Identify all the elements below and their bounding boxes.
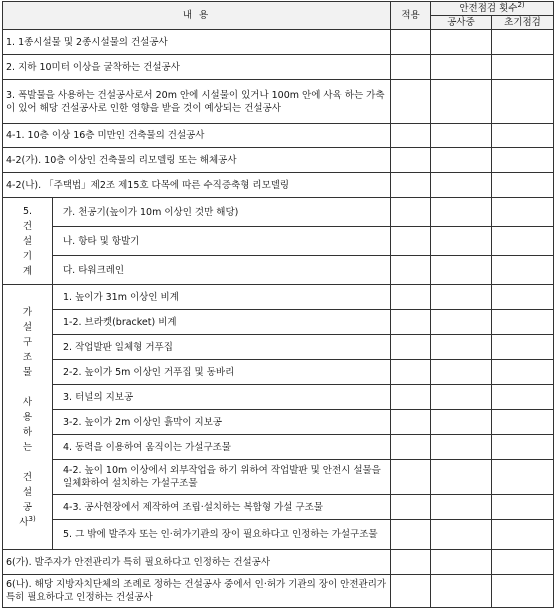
temp-label-char: 용 bbox=[22, 411, 33, 423]
header-during-work: 공사중 bbox=[431, 16, 492, 30]
table-row bbox=[3, 550, 554, 575]
during-work-cell[interactable] bbox=[431, 173, 492, 198]
temp-label-char: 구 bbox=[22, 336, 33, 348]
during-work-cell[interactable] bbox=[431, 285, 492, 310]
row-4-2b-content: 4-2(나). 「주택법」제2조 제15호 다목에 따른 수직증축형 리모델링 bbox=[3, 173, 391, 198]
machines-group-label bbox=[3, 198, 53, 285]
during-work-cell[interactable] bbox=[431, 124, 492, 148]
label-spacer bbox=[3, 455, 52, 470]
temp-structure-item: 3. 터널의 지보공 bbox=[53, 385, 391, 410]
header-applicable: 적용 bbox=[391, 2, 431, 30]
applicable-cell[interactable] bbox=[391, 360, 431, 385]
applicable-cell[interactable] bbox=[391, 80, 431, 124]
machines-label-char: 5. bbox=[22, 205, 33, 217]
during-work-cell[interactable] bbox=[431, 198, 492, 227]
machines-label-char: 계 bbox=[22, 265, 33, 277]
temp-label-char: 물 bbox=[22, 366, 33, 378]
temp-structure-item: 5. 그 밖에 발주자 또는 인·허가기관의 장이 필요하다고 인정하는 가설구조물 bbox=[53, 520, 391, 550]
machines-label-char: 설 bbox=[22, 235, 33, 247]
temp-structure-item: 3-2. 높이가 2m 이상인 흙막이 지보공 bbox=[53, 410, 391, 435]
temp-label-char: 조 bbox=[22, 351, 33, 363]
header-inspection-group bbox=[431, 2, 554, 16]
applicable-cell[interactable] bbox=[391, 495, 431, 520]
initial-inspection-cell[interactable] bbox=[492, 410, 554, 435]
during-work-cell[interactable] bbox=[431, 310, 492, 335]
applicable-cell[interactable] bbox=[391, 173, 431, 198]
initial-inspection-cell[interactable] bbox=[492, 520, 554, 550]
temp-structure-item: 2. 작업발판 일체형 거푸집 bbox=[53, 335, 391, 360]
initial-inspection-cell[interactable] bbox=[492, 360, 554, 385]
table-row bbox=[3, 30, 554, 55]
during-work-cell[interactable] bbox=[431, 227, 492, 256]
table-row bbox=[3, 520, 554, 550]
temp-structure-item: 4. 동력을 이용하여 움직이는 가설구조물 bbox=[53, 435, 391, 460]
initial-inspection-cell[interactable] bbox=[492, 385, 554, 410]
during-work-cell[interactable] bbox=[431, 495, 492, 520]
applicable-cell[interactable] bbox=[391, 460, 431, 495]
applicable-cell[interactable] bbox=[391, 575, 431, 608]
table-row bbox=[3, 256, 554, 285]
safety-inspection-table bbox=[2, 1, 554, 608]
initial-inspection-cell[interactable] bbox=[492, 124, 554, 148]
temp-label-char: 가 bbox=[22, 306, 33, 318]
applicable-cell[interactable] bbox=[391, 520, 431, 550]
temp-label-char: 설 bbox=[22, 321, 33, 333]
initial-inspection-cell[interactable] bbox=[492, 55, 554, 80]
row-3-content: 3. 폭발물을 사용하는 건설공사로서 20m 안에 시설물이 있거나 100m 안에 사육 하는 가축이 있어 해당 건설공사로 인한 영향을 받을 것이 예상되는 건설공사 bbox=[3, 80, 391, 124]
during-work-cell[interactable] bbox=[431, 80, 492, 124]
temp-label-char-last bbox=[3, 515, 52, 530]
table-row bbox=[3, 285, 554, 310]
during-work-cell[interactable] bbox=[431, 520, 492, 550]
temp-label-char: 사 bbox=[22, 396, 33, 408]
table-row bbox=[3, 55, 554, 80]
applicable-cell[interactable] bbox=[391, 310, 431, 335]
initial-inspection-cell[interactable] bbox=[492, 30, 554, 55]
table-row bbox=[3, 410, 554, 435]
table-row bbox=[3, 148, 554, 173]
machines-label-char: 건 bbox=[22, 220, 33, 232]
applicable-cell[interactable] bbox=[391, 227, 431, 256]
temp-structure-item: 1-2. 브라켓(bracket) 비계 bbox=[53, 310, 391, 335]
row-6a-content: 6(가). 발주자가 안전관리가 특히 필요하다고 인정하는 건설공사 bbox=[3, 550, 391, 575]
during-work-cell[interactable] bbox=[431, 30, 492, 55]
initial-inspection-cell[interactable] bbox=[492, 335, 554, 360]
temp-label-char: 하 bbox=[22, 426, 33, 438]
label-spacer bbox=[3, 380, 52, 395]
initial-inspection-cell[interactable] bbox=[492, 256, 554, 285]
machine-item: 나. 항타 및 항발기 bbox=[53, 227, 391, 256]
during-work-cell[interactable] bbox=[431, 410, 492, 435]
initial-inspection-cell[interactable] bbox=[492, 575, 554, 608]
during-work-cell[interactable] bbox=[431, 256, 492, 285]
during-work-cell[interactable] bbox=[431, 385, 492, 410]
table-row bbox=[3, 435, 554, 460]
table-row bbox=[3, 460, 554, 495]
machines-label-char: 기 bbox=[22, 250, 33, 262]
initial-inspection-cell[interactable] bbox=[492, 148, 554, 173]
table-row bbox=[3, 360, 554, 385]
initial-inspection-cell[interactable] bbox=[492, 285, 554, 310]
initial-inspection-cell[interactable] bbox=[492, 435, 554, 460]
temp-label-char: 설 bbox=[22, 486, 33, 498]
during-work-cell[interactable] bbox=[431, 148, 492, 173]
applicable-cell[interactable] bbox=[391, 198, 431, 227]
machine-item: 다. 타워크레인 bbox=[53, 256, 391, 285]
temp-label-last: 사 bbox=[19, 516, 29, 528]
applicable-cell[interactable] bbox=[391, 30, 431, 55]
applicable-cell[interactable] bbox=[391, 148, 431, 173]
table-row bbox=[3, 198, 554, 227]
temp-label-char: 는 bbox=[22, 441, 33, 453]
temp-structure-item: 4-2. 높이 10m 이상에서 외부작업을 하기 위하여 작업발판 및 안전시 설물을 일체화하여 설치하는 가설구조물 bbox=[53, 460, 391, 495]
temp-structure-item: 1. 높이가 31m 이상인 비계 bbox=[53, 285, 391, 310]
footnote-3: 3) bbox=[28, 514, 36, 523]
initial-inspection-cell[interactable] bbox=[492, 460, 554, 495]
table-row bbox=[3, 575, 554, 608]
machine-item: 가. 천공기(높이가 10m 이상인 것만 해당) bbox=[53, 198, 391, 227]
applicable-cell[interactable] bbox=[391, 55, 431, 80]
applicable-cell[interactable] bbox=[391, 285, 431, 310]
initial-inspection-cell[interactable] bbox=[492, 310, 554, 335]
temp-label-char: 공 bbox=[22, 501, 33, 513]
table-row bbox=[3, 310, 554, 335]
temp-structures-group-label bbox=[3, 285, 53, 550]
initial-inspection-cell[interactable] bbox=[492, 227, 554, 256]
initial-inspection-cell[interactable] bbox=[492, 198, 554, 227]
header-inspection-group-text: 안전점검 횟수 bbox=[459, 3, 518, 14]
during-work-cell[interactable] bbox=[431, 460, 492, 495]
row-2-content: 2. 지하 10미터 이상을 굴착하는 건설공사 bbox=[3, 55, 391, 80]
table-row bbox=[3, 495, 554, 520]
row-1-content: 1. 1종시설물 및 2종시설물의 건설공사 bbox=[3, 30, 391, 55]
initial-inspection-cell[interactable] bbox=[492, 550, 554, 575]
during-work-cell[interactable] bbox=[431, 55, 492, 80]
row-4-1-content: 4-1. 10층 이상 16층 미만인 건축물의 건설공사 bbox=[3, 124, 391, 148]
table-row bbox=[3, 80, 554, 124]
row-6b-content: 6(나). 해당 지방자치단체의 조례로 정하는 건설공사 중에서 인·허가 기관의 장이 안전관리가 특히 필요하다고 인정하는 건설공사 bbox=[3, 575, 391, 608]
during-work-cell[interactable] bbox=[431, 335, 492, 360]
applicable-cell[interactable] bbox=[391, 256, 431, 285]
applicable-cell[interactable] bbox=[391, 335, 431, 360]
during-work-cell[interactable] bbox=[431, 435, 492, 460]
applicable-cell[interactable] bbox=[391, 385, 431, 410]
temp-label-char: 건 bbox=[22, 471, 33, 483]
temp-structure-item: 2-2. 높이가 5m 이상인 거푸집 및 동바리 bbox=[53, 360, 391, 385]
header-footnote-2: 2) bbox=[517, 1, 525, 9]
header-initial-inspection: 초기점검 bbox=[492, 16, 554, 30]
applicable-cell[interactable] bbox=[391, 435, 431, 460]
initial-inspection-cell[interactable] bbox=[492, 173, 554, 198]
during-work-cell[interactable] bbox=[431, 550, 492, 575]
table-row bbox=[3, 385, 554, 410]
applicable-cell[interactable] bbox=[391, 550, 431, 575]
table-row bbox=[3, 335, 554, 360]
during-work-cell[interactable] bbox=[431, 360, 492, 385]
header-content: 내 용 bbox=[3, 2, 391, 30]
applicable-cell[interactable] bbox=[391, 410, 431, 435]
applicable-cell[interactable] bbox=[391, 124, 431, 148]
initial-inspection-cell[interactable] bbox=[492, 495, 554, 520]
table-row bbox=[3, 227, 554, 256]
table-row bbox=[3, 124, 554, 148]
temp-structure-item: 4-3. 공사현장에서 제작하여 조립·설치하는 복합형 가설 구조물 bbox=[53, 495, 391, 520]
initial-inspection-cell[interactable] bbox=[492, 80, 554, 124]
table-row bbox=[3, 173, 554, 198]
during-work-cell[interactable] bbox=[431, 575, 492, 608]
row-4-2a-content: 4-2(가). 10층 이상인 건축물의 리모델링 또는 해체공사 bbox=[3, 148, 391, 173]
